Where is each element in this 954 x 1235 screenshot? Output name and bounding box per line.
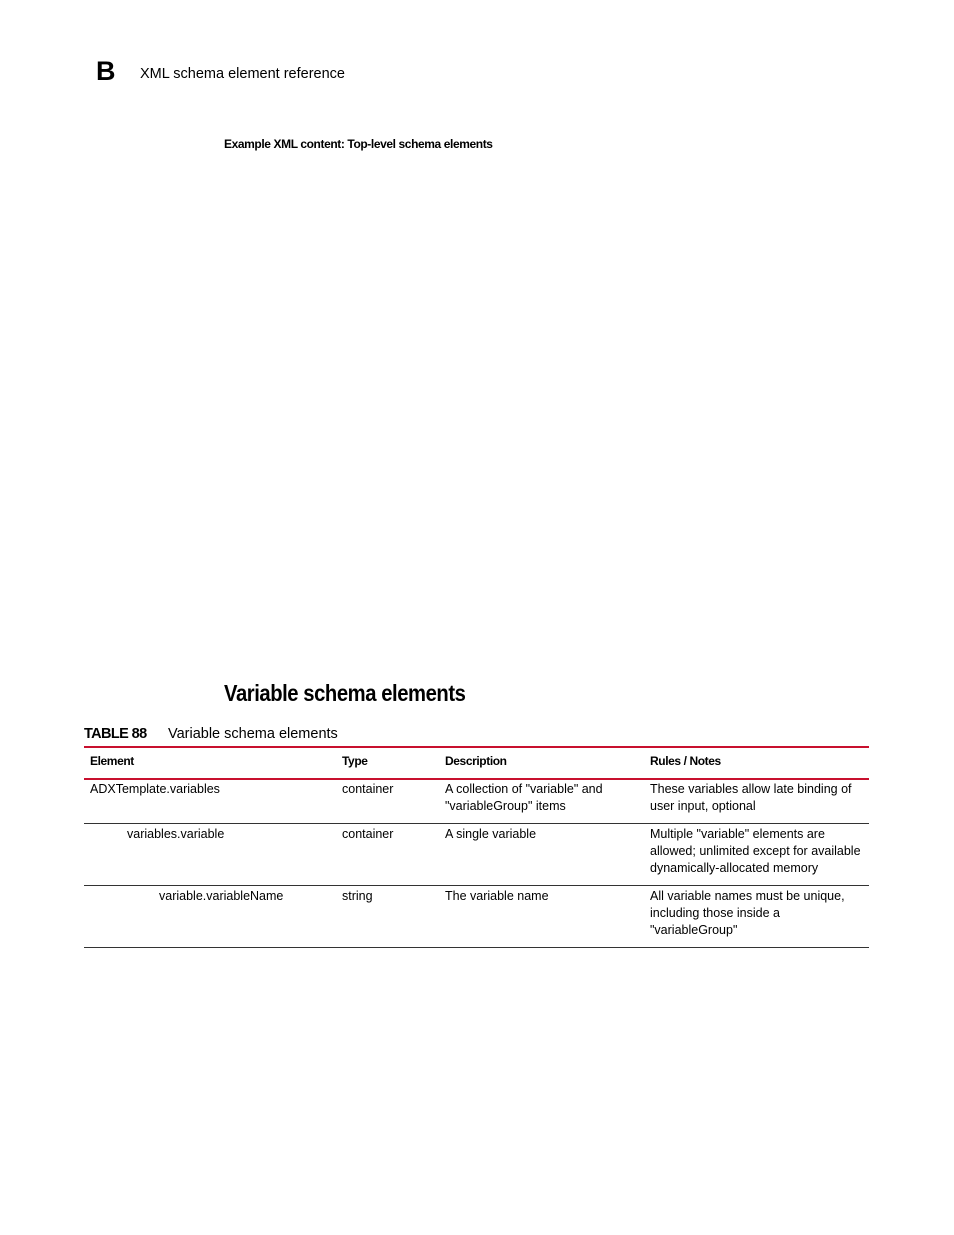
table-row [84, 824, 869, 886]
cell-rules: These variables allow late binding of user input, optional [644, 779, 869, 824]
column-header-description: Description [439, 747, 644, 779]
table-caption [84, 725, 338, 743]
column-header-type: Type [336, 747, 439, 779]
cell-description: A single variable [439, 824, 644, 886]
variable-schema-table [84, 746, 869, 948]
cell-type: container [336, 824, 439, 886]
table-row [84, 779, 869, 824]
column-header-rules: Rules / Notes [644, 747, 869, 779]
cell-type: string [336, 886, 439, 948]
example-caption: Example XML content: Top-level schema elements [224, 137, 493, 151]
cell-description: A collection of "variable" and "variableGroup" items [439, 779, 644, 824]
cell-type: container [336, 779, 439, 824]
table-row [84, 886, 869, 948]
table-title: Variable schema elements [168, 726, 338, 742]
column-header-element: Element [84, 747, 336, 779]
cell-element: variable.variableName [84, 886, 336, 948]
running-header-title: XML schema element reference [140, 66, 345, 82]
appendix-letter: B [96, 56, 116, 86]
table-number: TABLE 88 [84, 726, 147, 742]
cell-element: variables.variable [84, 824, 336, 886]
cell-rules: All variable names must be unique, including those inside a "variableGroup" [644, 886, 869, 948]
section-heading: Variable schema elements [224, 680, 466, 706]
cell-rules: Multiple "variable" elements are allowed; unlimited except for available dynamically-allocated memory [644, 824, 869, 886]
cell-description: The variable name [439, 886, 644, 948]
table-header-row [84, 747, 869, 779]
cell-element: ADXTemplate.variables [84, 779, 336, 824]
